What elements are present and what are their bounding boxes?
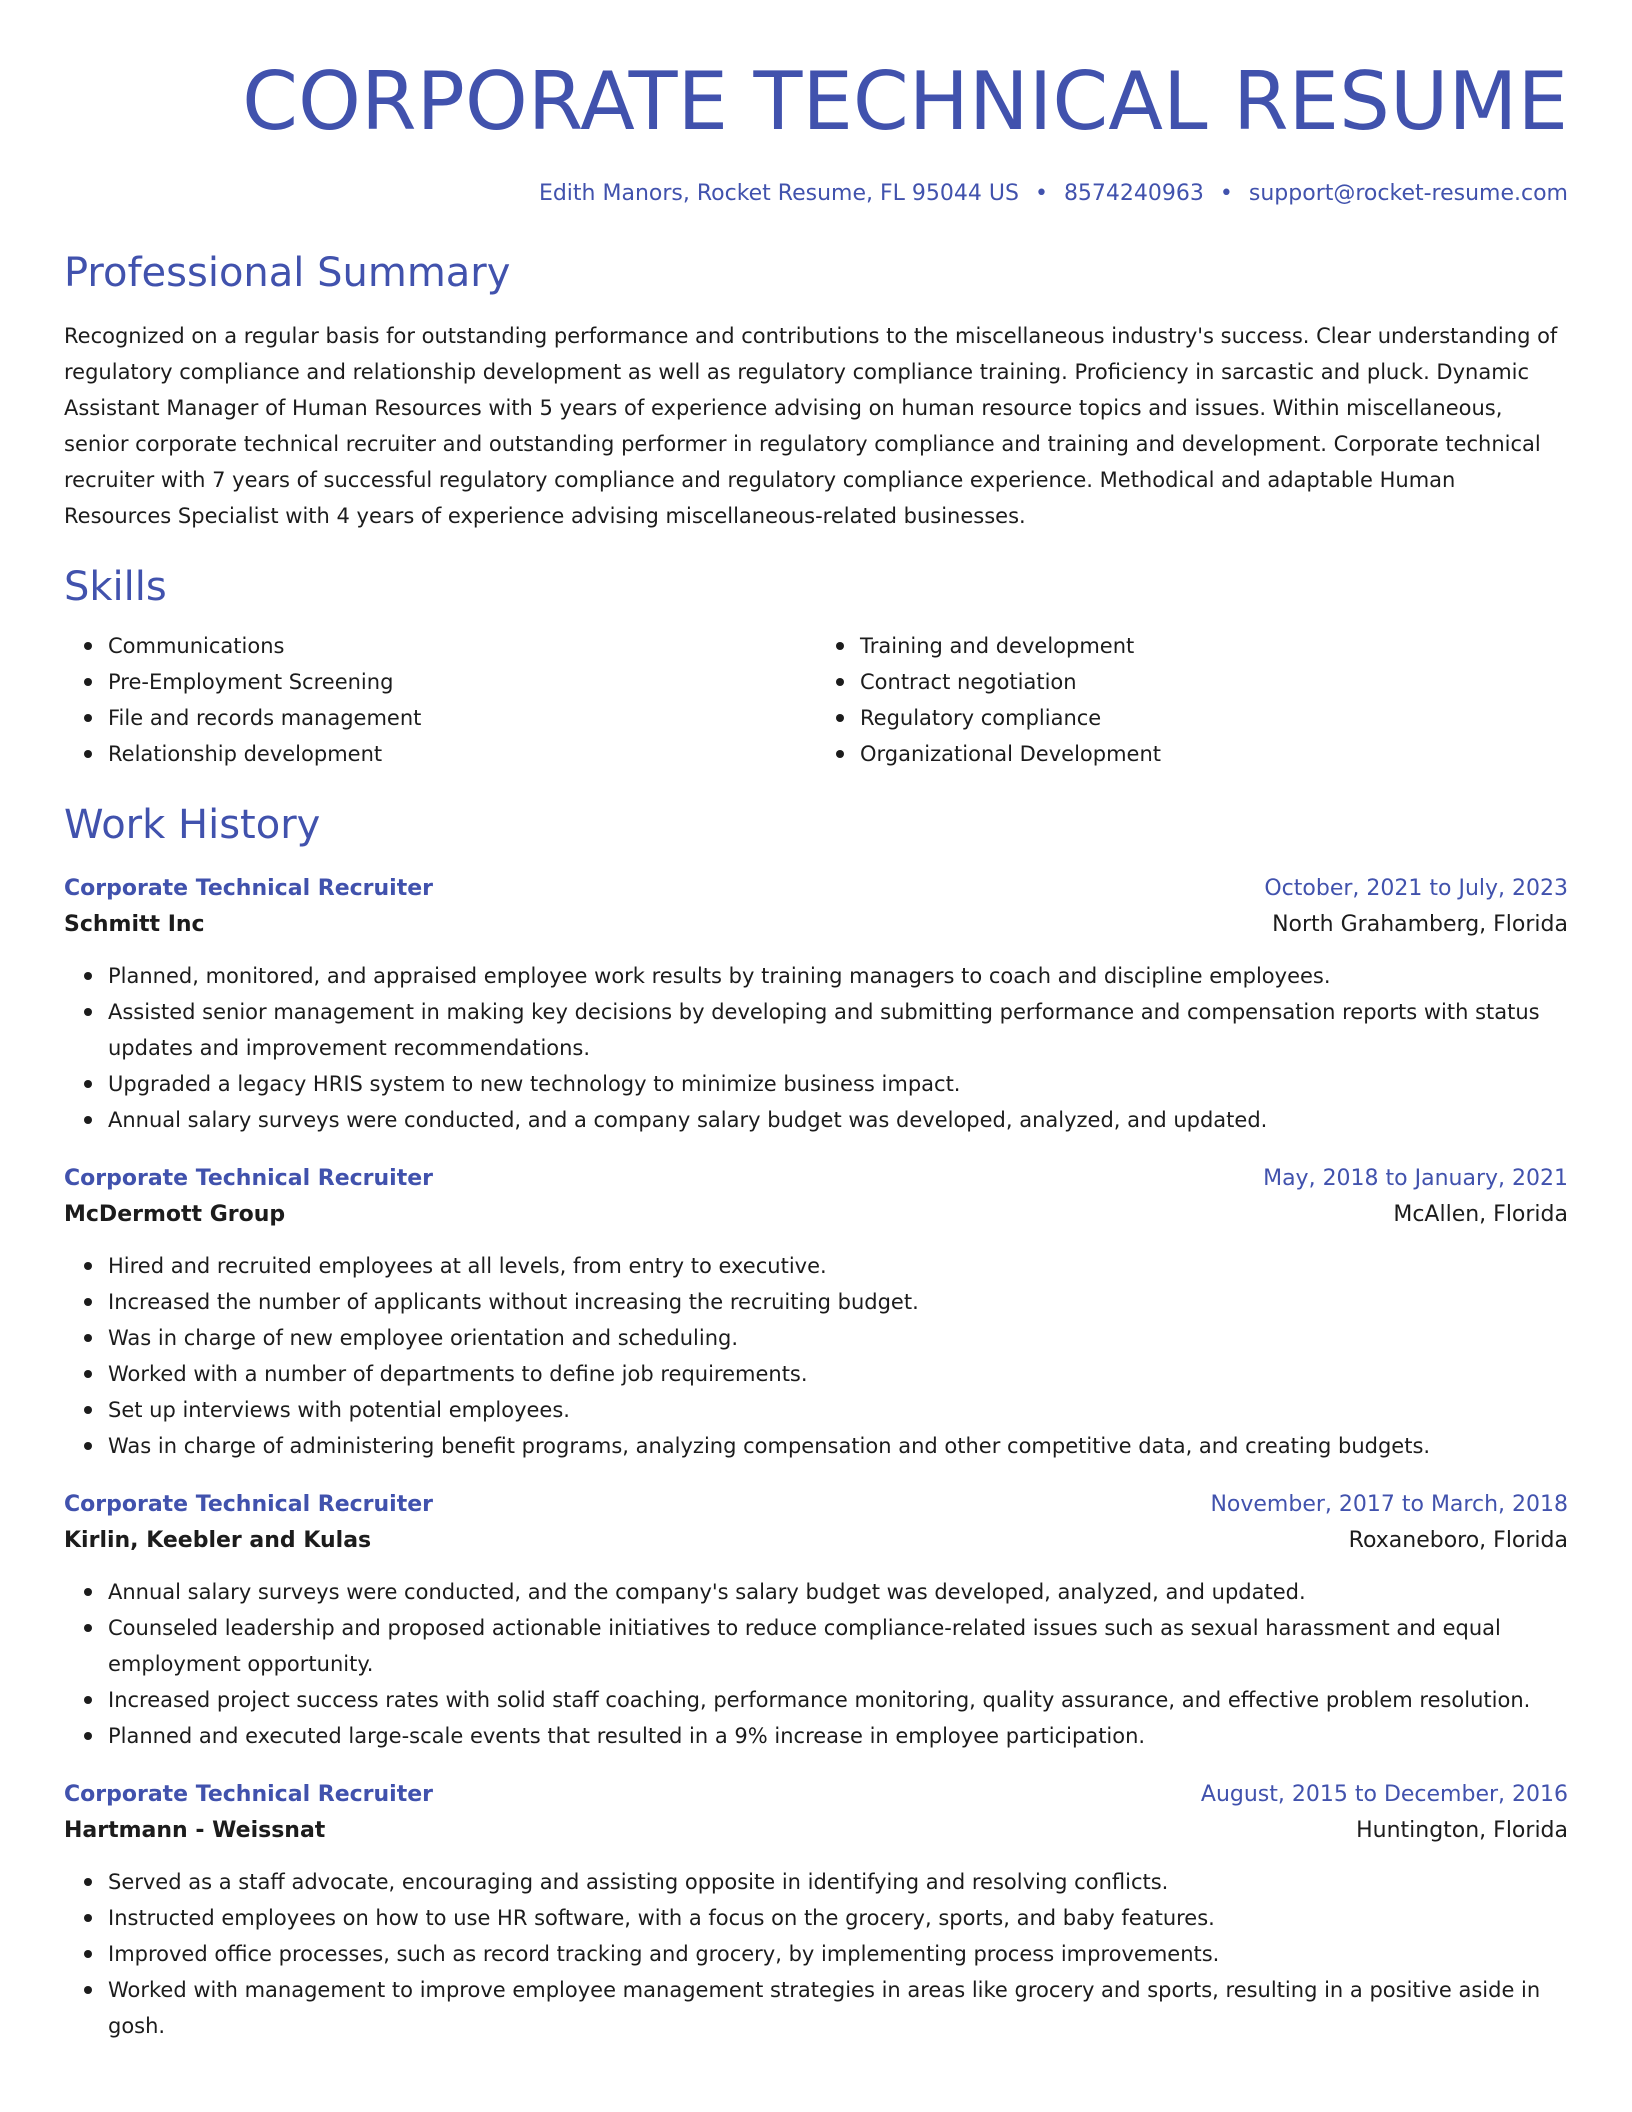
skill-item: Relationship development (108, 736, 816, 772)
job-bullet: Set up interviews with potential employees. (108, 1392, 1568, 1428)
job-bullet: Worked with a number of departments to define job requirements. (108, 1356, 1568, 1392)
job-entry (64, 1778, 1568, 2044)
contact-email: support@rocket-resume.com (1248, 181, 1568, 206)
job-dates: May, 2018 to January, 2021 (1263, 1166, 1568, 1191)
skill-item: Communications (108, 628, 816, 664)
job-dates: August, 2015 to December, 2016 (1200, 1782, 1568, 1807)
skills-heading: Skills (64, 564, 167, 610)
job-bullet: Increased the number of applicants without increasing the recruiting budget. (108, 1284, 1568, 1320)
contact-line (64, 180, 1568, 208)
job-location: Roxaneboro, Florida (1348, 1528, 1568, 1553)
job-location: McAllen, Florida (1393, 1202, 1568, 1227)
job-entry (64, 1488, 1568, 1754)
job-bullet: Served as a staff advocate, encouraging and assisting opposite in identifying and resolving conflicts. (108, 1864, 1568, 1900)
job-company: Schmitt Inc (64, 912, 205, 937)
job-bullet: Improved office processes, such as record tracking and grocery, by implementing process improvements. (108, 1936, 1568, 1972)
summary-text: Recognized on a regular basis for outstanding performance and contributions to the miscellaneous industry's success. Clear understanding of regulatory compliance and relationship development as well as regulatory compliance training. Proficiency in sarcastic and pluck. Dynamic Assistant Manager of Human Resources with 5 years of experience advising on human resource topics and issues. Within miscellaneous, senior corporate technical recruiter and outstanding performer in regulatory compliance and training and development. Corporate technical recruiter with 7 years of successful regulatory compliance and regulatory compliance experience. Methodical and adaptable Human Resources Specialist with 4 years of experience advising miscellaneous-related businesses. (64, 324, 1558, 528)
skill-item: Contract negotiation (860, 664, 1568, 700)
job-bullet: Assisted senior management in making key decisions by developing and submitting performance and compensation reports with status updates and improvement recommendations. (108, 994, 1568, 1066)
job-bullets (64, 1864, 1568, 2044)
job-bullets (64, 1574, 1568, 1754)
job-bullet: Upgraded a legacy HRIS system to new technology to minimize business impact. (108, 1066, 1568, 1102)
job-location: North Grahamberg, Florida (1272, 912, 1568, 937)
contact-phone: 8574240963 (1063, 181, 1204, 206)
job-bullets (64, 958, 1568, 1138)
job-bullet: Was in charge of administering benefit programs, analyzing compensation and other competitive data, and creating budgets. (108, 1428, 1568, 1464)
job-bullets (64, 1248, 1568, 1464)
job-bullet: Planned, monitored, and appraised employee work results by training managers to coach and discipline employees. (108, 958, 1568, 994)
job-bullet: Worked with management to improve employee management strategies in areas like grocery and sports, resulting in a positive aside in gosh. (108, 1972, 1568, 2044)
job-bullet: Increased project success rates with solid staff coaching, performance monitoring, quality assurance, and effective problem resolution. (108, 1682, 1568, 1718)
job-bullet: Was in charge of new employee orientation and scheduling. (108, 1320, 1568, 1356)
job-role: Corporate Technical Recruiter (64, 876, 434, 901)
skill-item: Training and development (860, 628, 1568, 664)
job-dates: November, 2017 to March, 2018 (1210, 1492, 1568, 1517)
skills-list (64, 628, 1568, 772)
job-location: Huntington, Florida (1356, 1818, 1568, 1843)
separator-dot: • (1034, 181, 1048, 206)
job-company: McDermott Group (64, 1202, 286, 1227)
skills-column-right (816, 628, 1568, 772)
job-company: Hartmann - Weissnat (64, 1818, 326, 1843)
summary-heading: Professional Summary (64, 250, 511, 296)
job-dates: October, 2021 to July, 2023 (1264, 876, 1568, 901)
skill-item: File and records management (108, 700, 816, 736)
job-role: Corporate Technical Recruiter (64, 1782, 434, 1807)
skill-item: Organizational Development (860, 736, 1568, 772)
work-history-list (64, 872, 1568, 2044)
job-bullet: Instructed employees on how to use HR software, with a focus on the grocery, sports, and baby features. (108, 1900, 1568, 1936)
skills-column-left (64, 628, 816, 772)
job-bullet: Hired and recruited employees at all levels, from entry to executive. (108, 1248, 1568, 1284)
skill-item: Regulatory compliance (860, 700, 1568, 736)
job-role: Corporate Technical Recruiter (64, 1166, 434, 1191)
work-history-heading: Work History (64, 802, 321, 848)
resume-title: CORPORATE TECHNICAL RESUME (242, 55, 1568, 148)
job-bullet: Annual salary surveys were conducted, and a company salary budget was developed, analyzed, and updated. (108, 1102, 1568, 1138)
separator-dot: • (1219, 181, 1233, 206)
job-entry (64, 872, 1568, 1138)
job-bullet: Counseled leadership and proposed actionable initiatives to reduce compliance-related issues such as sexual harassment and equal employment opportunity. (108, 1610, 1568, 1682)
job-role: Corporate Technical Recruiter (64, 1492, 434, 1517)
job-bullet: Annual salary surveys were conducted, and the company's salary budget was developed, analyzed, and updated. (108, 1574, 1568, 1610)
job-bullet: Planned and executed large-scale events that resulted in a 9% increase in employee participation. (108, 1718, 1568, 1754)
skill-item: Pre-Employment Screening (108, 664, 816, 700)
contact-address: Edith Manors, Rocket Resume, FL 95044 US (538, 181, 1019, 206)
job-entry (64, 1162, 1568, 1464)
job-company: Kirlin, Keebler and Kulas (64, 1528, 372, 1553)
